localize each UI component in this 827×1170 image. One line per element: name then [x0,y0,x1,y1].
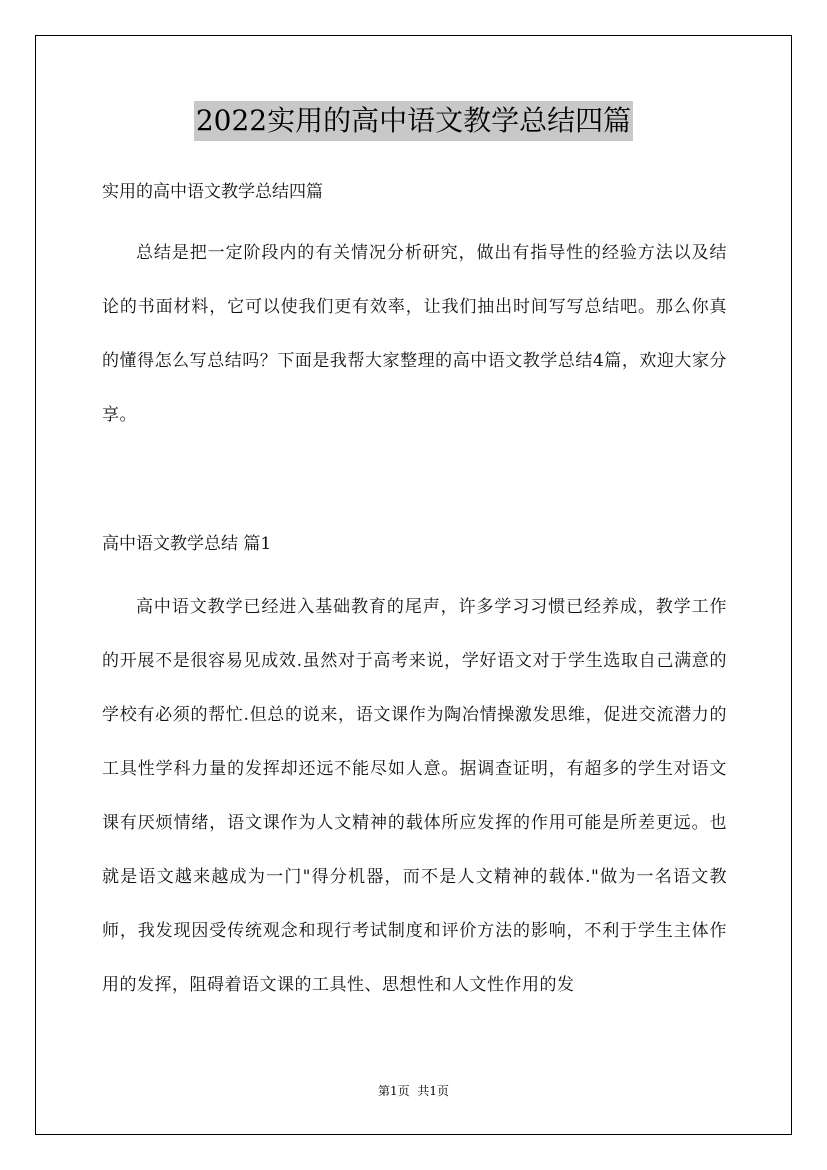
title-container [0,101,827,141]
page-footer [0,1082,827,1100]
document-body [102,172,727,1012]
section-heading: 高中语文教学总结 篇1 [102,534,272,554]
document-subtitle: 实用的高中语文教学总结四篇 [102,182,323,202]
page-number: 第1页 [377,1084,410,1098]
page-total: 共1页 [417,1084,450,1098]
body-paragraph: 高中语文教学已经进入基础教育的尾声，许多学习习惯已经养成，教学工作的开展不是很容易见成效.虽然对于高考来说，学好语文对于学生选取自己满意的学校有必须的帮忙.但总的说来，语文课作为陶冶情操激发思维，促进交流潜力的工具性学科力量的发挥却还远不能尽如人意。据调查证明，有超多的学生对语文课有厌烦情绪，语文课作为人文精神的载体所应发挥的作用可能是所差更远。也就是语文越来越成为一门"得分机器，而不是人文精神的载体."做为一名语文教师，我发现因受传统观念和现行考试制度和评价方法的影响，不利于学生主体作用的发挥，阻碍着语文课的工具性、思想性和人文性作用的发 [102,597,727,995]
intro-paragraph: 总结是把一定阶段内的有关情况分析研究，做出有指导性的经验方法以及结论的书面材料，它可以使我们更有效率，让我们抽出时间写写总结吧。那么你真的懂得怎么写总结吗？下面是我帮大家整理的高中语文教学总结4篇，欢迎大家分享。 [102,243,727,425]
document-title: 2022实用的高中语文教学总结四篇 [194,101,633,141]
